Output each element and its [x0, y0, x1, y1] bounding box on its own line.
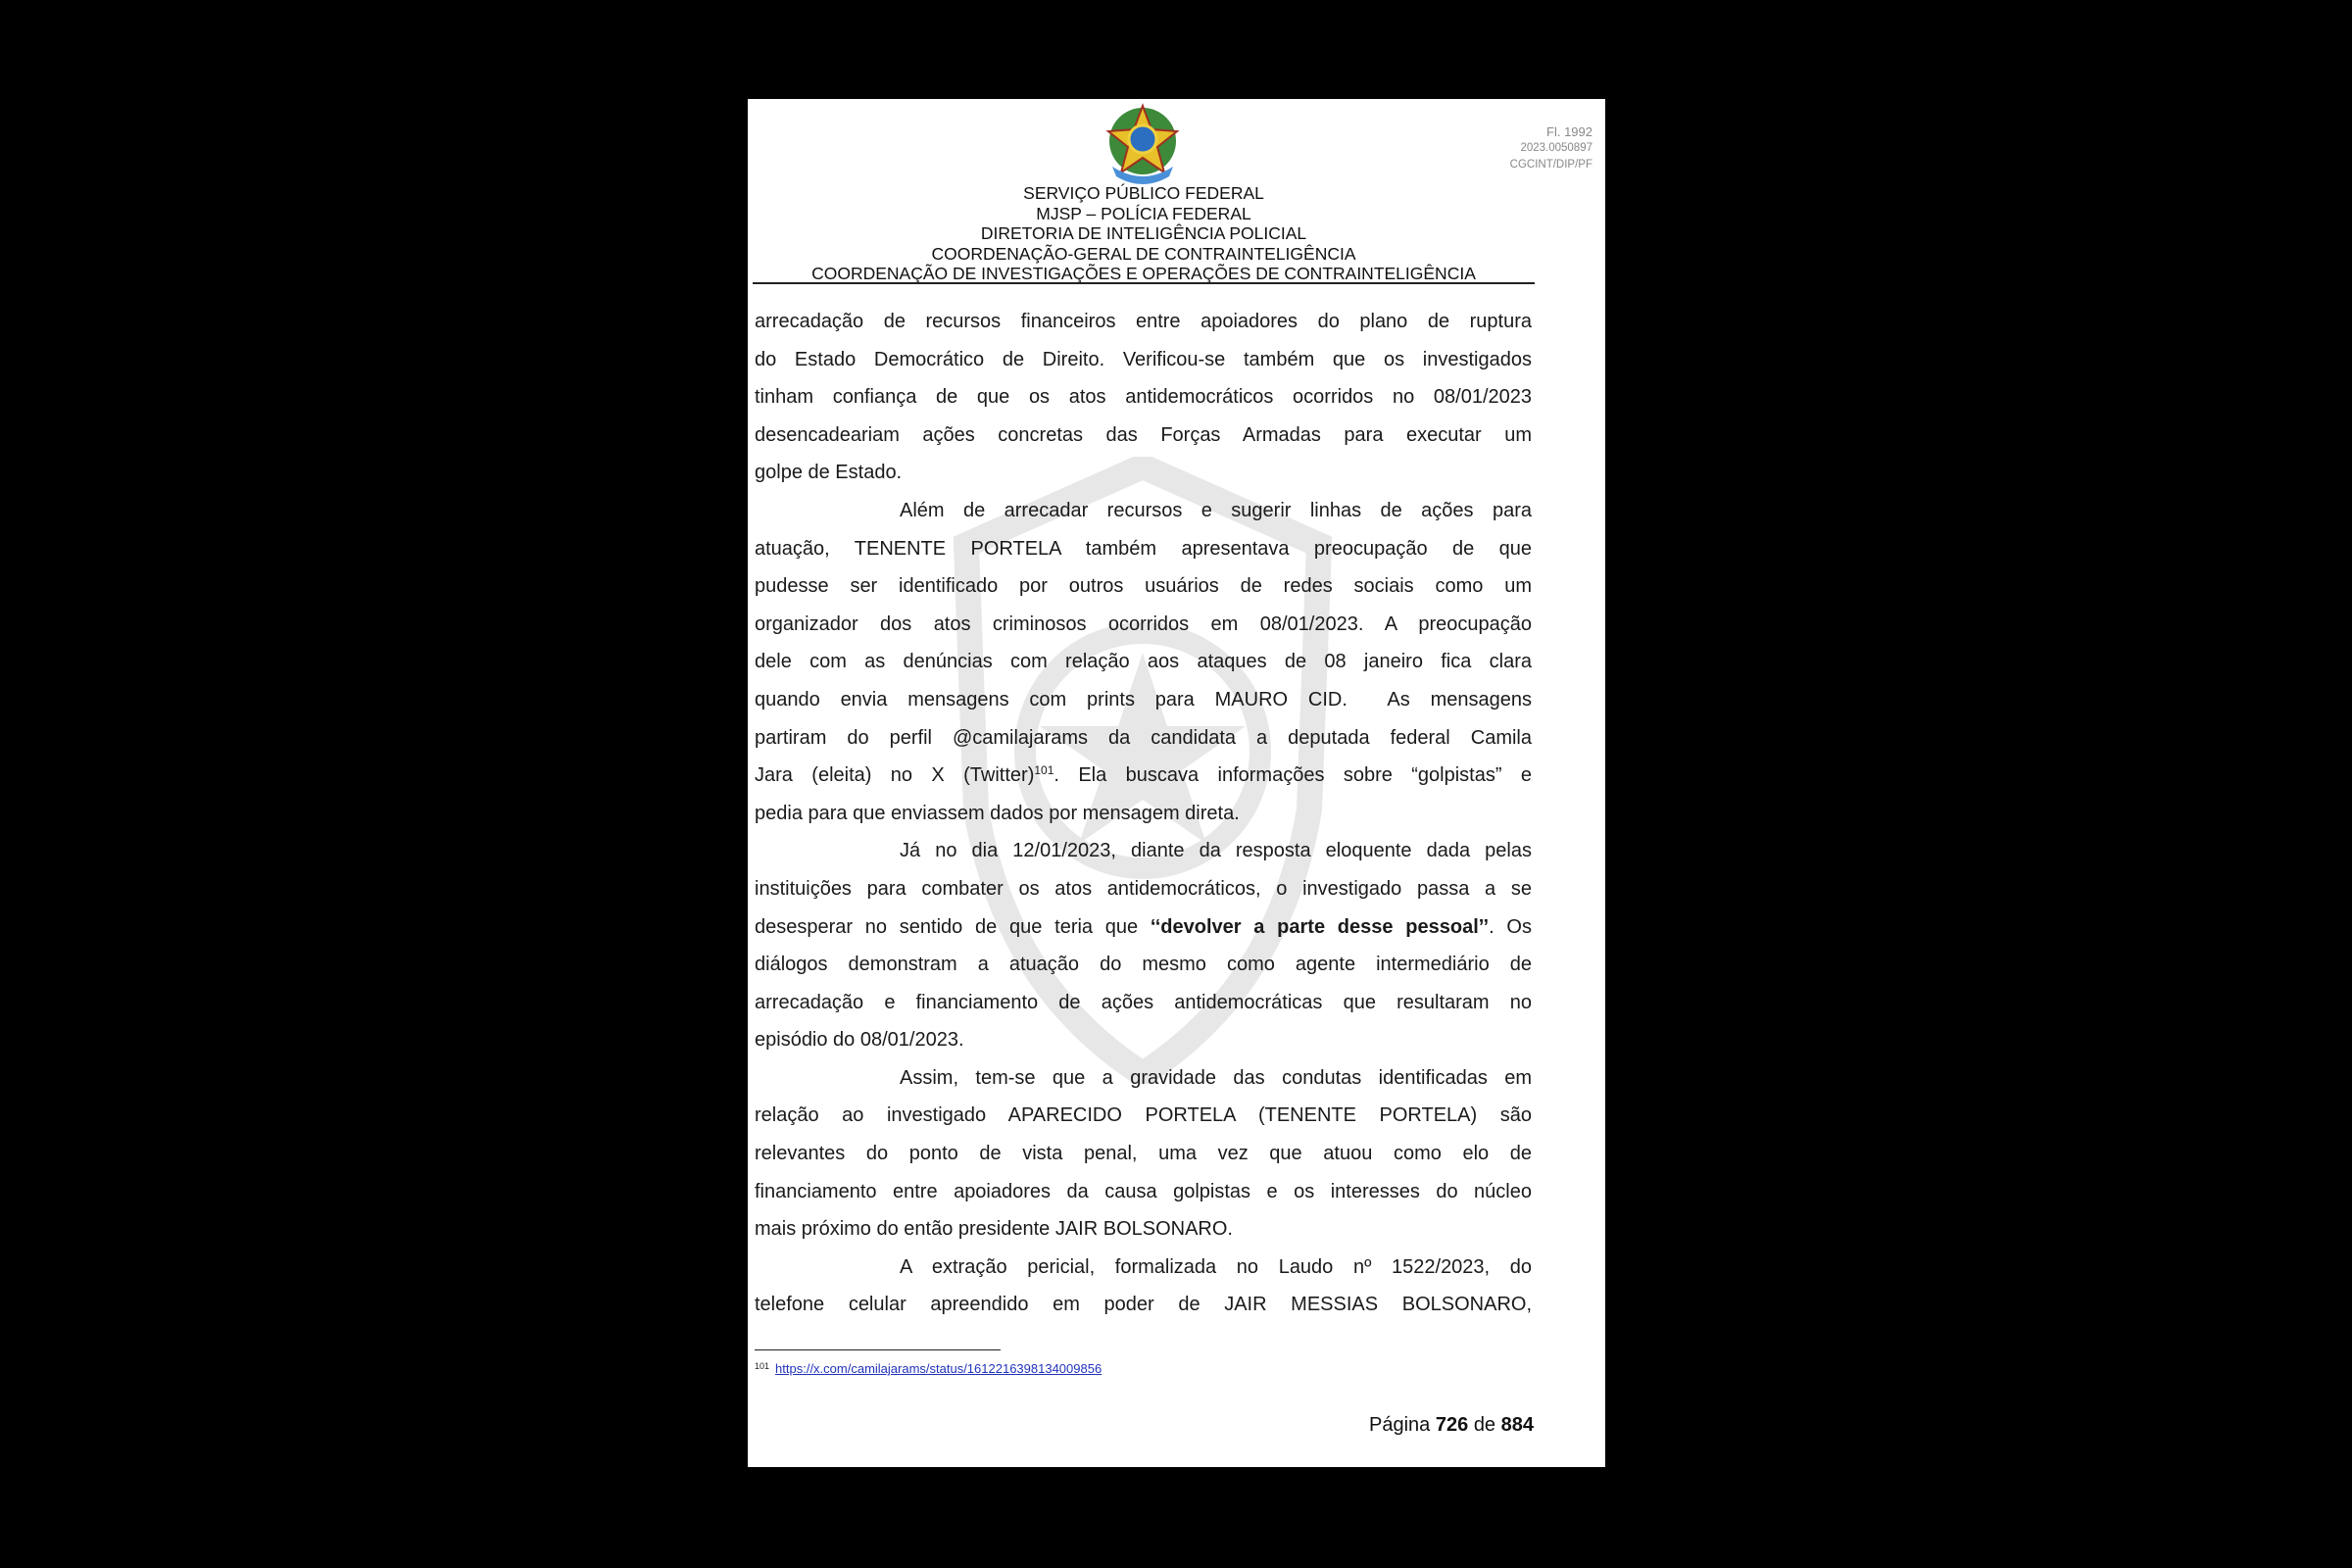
text-segment: Assim, tem-se que a gravidade das condutas identificadas em	[900, 1066, 1532, 1089]
text-segment: . Os	[1489, 915, 1532, 938]
text-segment: pudesse ser identificado por outros usuários de redes sociais como um	[755, 575, 1532, 598]
text-line	[755, 530, 1532, 568]
text-segment: organizador dos atos criminosos ocorridos em 08/01/2023. A preocupação	[755, 612, 1532, 635]
text-line	[755, 757, 1532, 795]
text-line	[755, 378, 1532, 416]
text-line	[755, 1286, 1532, 1324]
text-line	[755, 1249, 1532, 1287]
process-number: 2023.0050897	[1520, 142, 1592, 154]
text-segment: pedia para que enviassem dados por mensagem direta.	[755, 802, 1240, 824]
text-line	[755, 606, 1532, 644]
text-segment: atuação, TENENTE PORTELA também apresentava preocupação de que	[755, 537, 1532, 560]
header-divider	[753, 282, 1535, 284]
text-line	[755, 984, 1532, 1022]
text-segment: golpe de Estado.	[755, 462, 903, 484]
page-number	[1369, 1414, 1534, 1437]
footnote-link[interactable]: https://x.com/camilajarams/status/1612216398134009856	[775, 1361, 1102, 1376]
footnote-number: 101	[755, 1361, 770, 1371]
text-line	[755, 1210, 1532, 1249]
text-line	[755, 1059, 1532, 1098]
folio-stamp	[1510, 123, 1592, 173]
footnote-reference[interactable]: 101	[1034, 763, 1054, 778]
letterhead-line: COORDENAÇÃO DE INVESTIGAÇÕES E OPERAÇÕES DE CONTRAINTELIGÊNCIA	[811, 264, 1476, 283]
unit-code: CGCINT/DIP/PF	[1509, 159, 1592, 171]
text-segment: instituições para combater os atos antidemocráticos, o investigado passa a se	[755, 877, 1532, 900]
text-line	[755, 870, 1532, 908]
text-segment: episódio do 08/01/2023.	[755, 1029, 964, 1052]
text-segment: tinham confiança de que os atos antidemocráticos ocorridos no 08/01/2023	[755, 386, 1532, 409]
text-line	[755, 1097, 1532, 1135]
text-segment: arrecadação e financiamento de ações antidemocráticas que resultaram no	[755, 991, 1532, 1013]
text-segment: Jara (eleita) no X (Twitter)	[755, 764, 1035, 787]
footnote	[755, 1361, 1102, 1376]
folio-number: Fl. 1992	[1546, 124, 1592, 139]
brazil-coat-of-arms-icon	[1102, 102, 1183, 184]
text-line	[755, 908, 1532, 947]
body-text	[755, 303, 1532, 1324]
document-page	[748, 99, 1605, 1467]
text-line	[755, 341, 1532, 379]
current-page: 726	[1435, 1414, 1469, 1436]
text-segment: desencadeariam ações concretas das Forças Armadas para executar um	[755, 423, 1532, 446]
text-line	[755, 567, 1532, 606]
letterhead-line: MJSP – POLÍCIA FEDERAL	[1036, 203, 1251, 223]
text-segment: arrecadação de recursos financeiros entre apoiadores do plano de ruptura	[755, 311, 1532, 332]
text-line	[755, 719, 1532, 758]
text-line	[755, 1135, 1532, 1173]
text-line	[755, 1021, 1532, 1059]
text-segment: A extração pericial, formalizada no Laudo nº 1522/2023, do	[900, 1255, 1532, 1278]
text-segment: Além de arrecadar recursos e sugerir linhas de ações para	[900, 499, 1532, 521]
text-line	[755, 303, 1532, 341]
text-segment: relevantes do ponto de vista penal, uma vez que atuou como elo de	[755, 1143, 1532, 1165]
text-segment: desesperar no sentido de que teria que	[755, 915, 1151, 938]
text-line	[755, 1173, 1532, 1211]
text-segment: . Ela buscava informações sobre “golpistas” e	[1054, 764, 1532, 787]
text-line	[755, 643, 1532, 681]
total-pages: 884	[1500, 1414, 1534, 1436]
footnote-divider	[755, 1349, 1001, 1350]
letterhead-line: SERVIÇO PÚBLICO FEDERAL	[1023, 183, 1264, 203]
text-line	[755, 681, 1532, 719]
text-segment: mais próximo do então presidente JAIR BOLSONARO.	[755, 1218, 1233, 1241]
letterhead-line: COORDENAÇÃO-GERAL DE CONTRAINTELIGÊNCIA	[931, 243, 1356, 264]
text-line	[755, 946, 1532, 984]
text-segment: dele com as denúncias com relação aos ataques de 08 janeiro fica clara	[755, 651, 1532, 673]
text-segment: Já no dia 12/01/2023, diante da resposta eloquente dada pelas	[900, 840, 1532, 862]
text-segment: telefone celular apreendido em poder de JAIR MESSIAS BOLSONARO,	[755, 1294, 1532, 1316]
text-segment: diálogos demonstram a atuação do mesmo como agente intermediário de	[755, 954, 1532, 976]
text-line	[755, 454, 1532, 492]
text-segment: partiram do perfil @camilajarams da candidata a deputada federal Camila	[755, 726, 1532, 749]
bold-quote: ‘‘devolver a parte desse pessoal’’	[1150, 915, 1490, 938]
text-segment: relação ao investigado APARECIDO PORTELA (TENENTE PORTELA) são	[755, 1104, 1532, 1127]
of-label: de	[1473, 1414, 1496, 1436]
letterhead-line: DIRETORIA DE INTELIGÊNCIA POLICIAL	[980, 223, 1307, 243]
text-segment: do Estado Democrático de Direito. Verificou-se também que os investigados	[755, 348, 1532, 370]
text-line	[755, 416, 1532, 455]
letterhead	[753, 183, 1535, 284]
page-label: Página	[1369, 1414, 1431, 1436]
text-line	[755, 795, 1532, 833]
text-line	[755, 492, 1532, 530]
text-segment: quando envia mensagens com prints para MAURO CID. As mensagens	[755, 688, 1532, 710]
text-line	[755, 832, 1532, 870]
text-segment: financiamento entre apoiadores da causa golpistas e os interesses do núcleo	[755, 1180, 1532, 1202]
